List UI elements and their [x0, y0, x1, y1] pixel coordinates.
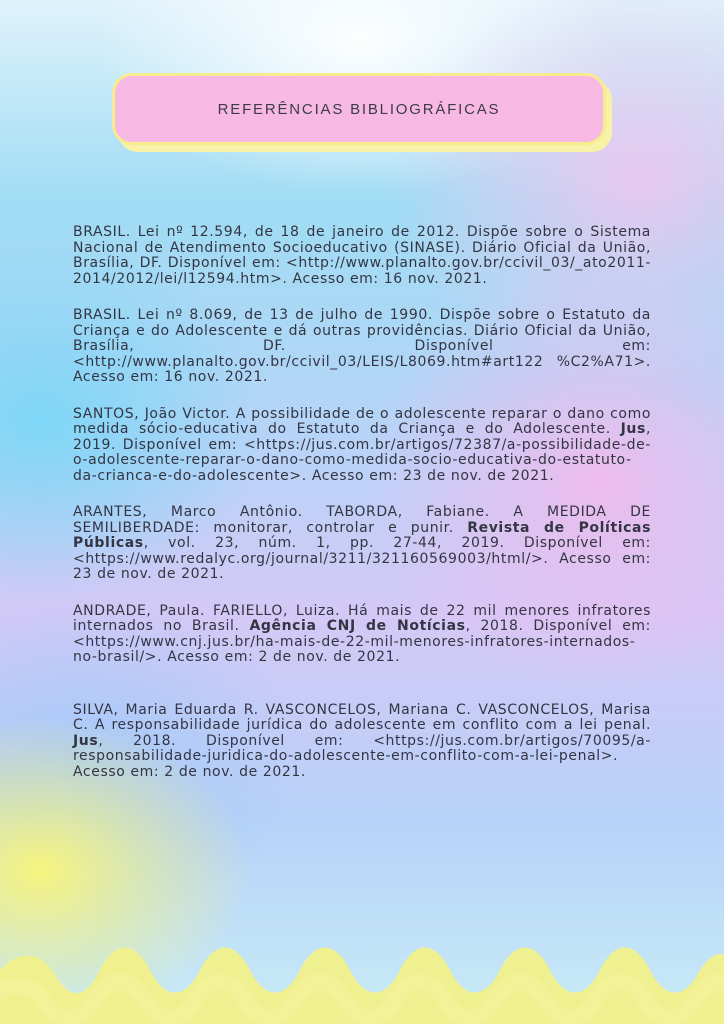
reference-item: ANDRADE, Paula. FARIELLO, Luiza. Há mais de 22 mil menores infratores internados no Brasil. Agência CNJ de Notícias, 2018. Disponível em: <https://www.cnj.jus.br/ha-mais-de-22-mil-menores-infratores-internados-no-brasil/>. Acesso em: 2 de nov. de 2021. [73, 602, 651, 665]
reference-item: BRASIL. Lei nº 8.069, de 13 de julho de 1990. Dispõe sobre o Estatuto da Criança e do Adolescente e dá outras providências. Diário Oficial da União, Brasília, DF. Disponível em: <http://www.planalto.gov.br/ccivil_03/LEIS/L8069.htm#art122 %C2%A71>. Acesso em: 16 nov. 2021. [73, 307, 651, 385]
decorative-waves [0, 930, 724, 1024]
page-title: REFERÊNCIAS BIBLIOGRÁFICAS [217, 100, 501, 118]
reference-list [73, 225, 651, 801]
title-box [112, 73, 606, 145]
reference-item: SANTOS, João Victor. A possibilidade de o adolescente reparar o dano como medida sócio-educativa do Estatuto da Criança e do Adolescente. Jus, 2019. Disponível em: <https://jus.com.br/artigos/72387/a-possibilidade-de-o-adolescente-reparar-o-dano-como-medida-socio-educativa-do-estatuto-da-crianca-e-do-adolescente>. Acesso em: 23 de nov. de 2021. [73, 405, 651, 484]
reference-item: SILVA, Maria Eduarda R. VASCONCELOS, Mariana C. VASCONCELOS, Marisa C. A responsabilidade jurídica do adolescente em conflito com a lei penal. Jus, 2018. Disponível em: <https://jus.com.br/artigos/70095/a-responsabilidade-juridica-do-adolescente-em-conflito-com-a-lei-penal>. Acesso em: 2 de nov. de 2021. [73, 701, 651, 780]
reference-item: ARANTES, Marco Antônio. TABORDA, Fabiane. A MEDIDA DE SEMILIBERDADE: monitorar, controlar e punir. Revista de Políticas Públicas, vol. 23, núm. 1, pp. 27-44, 2019. Disponível em: <https://www.redalyc.org/journal/3211/321160569003/html/>. Acesso em: 23 de nov. de 2021. [73, 504, 652, 582]
reference-item: BRASIL. Lei nº 12.594, de 18 de janeiro de 2012. Dispõe sobre o Sistema Nacional de Atendimento Socioeducativo (SINASE). Diário Oficial da União, Brasília, DF. Disponível em: <http://www.planalto.gov.br/ccivil_03/_ato2011-2014/2012/lei/l12594.htm>. Acesso em: 16 nov. 2021. [73, 224, 651, 287]
